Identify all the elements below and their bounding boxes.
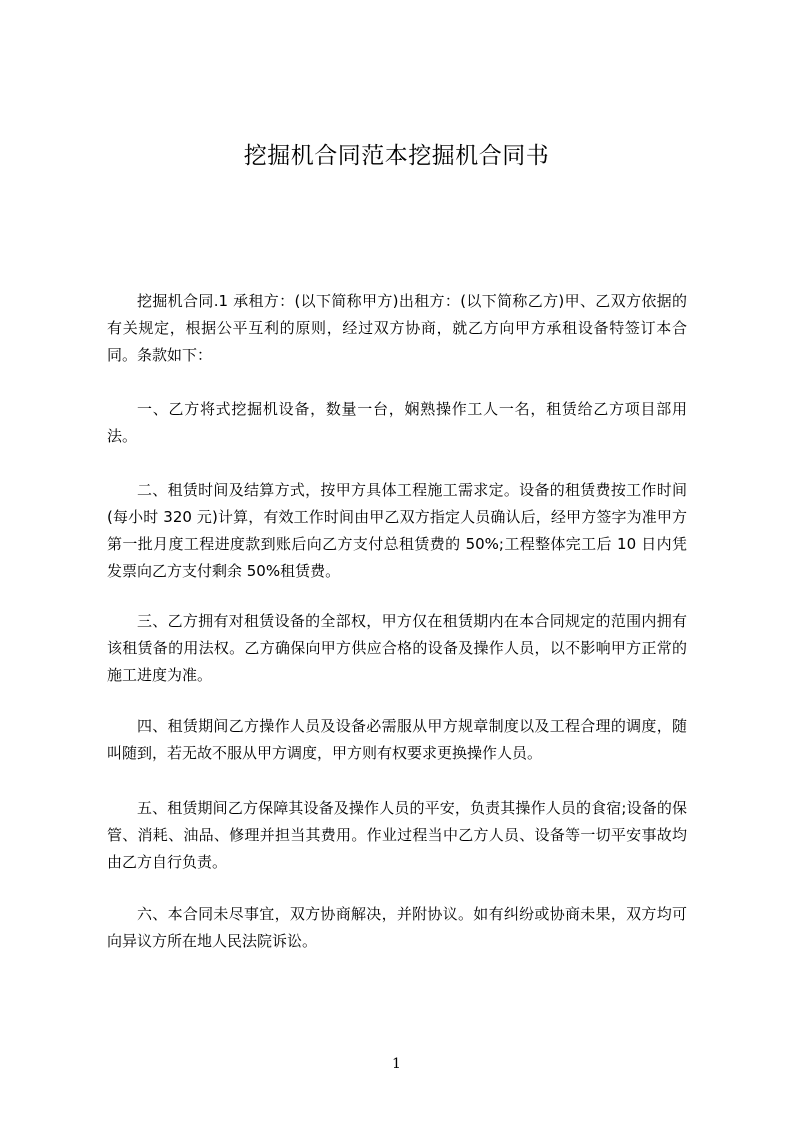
clause-2-paragraph: 二、租赁时间及结算方式，按甲方具体工程施工需求定。设备的租赁费按工作时间(每小时 320 元)计算，有效工作时间由甲乙双方指定人员确认后，经甲方签字为准甲方第一批月度工程进度款到账后向乙方支付总租赁费的 50%;工程整体完工后 10 日内凭发票向乙方支付剩余 50%租赁费。: [107, 481, 687, 580]
page-number: 1: [392, 1056, 401, 1072]
clause-5-paragraph: 五、租赁期间乙方保障其设备及操作人员的平安，负责其操作人员的食宿;设备的保管、消耗、油品、修理并担当其费用。作业过程当中乙方人员、设备等一切平安事故均由乙方自行负责。: [107, 799, 687, 871]
clause-6-paragraph: 六、本合同未尽事宜，双方协商解决，并附协议。如有纠纷或协商未果，双方均可向异议方所在地人民法院诉讼。: [107, 905, 687, 950]
clause-3-paragraph: 三、乙方拥有对租赁设备的全部权，甲方仅在租赁期内在本合同规定的范围内拥有该租赁备的用法权。乙方确保向甲方供应合格的设备及操作人员，以不影响甲方正常的施工进度为准。: [107, 612, 687, 684]
clause-4-paragraph: 四、租赁期间乙方操作人员及设备必需服从甲方规章制度以及工程合理的调度，随叫随到，若无故不服从甲方调度，甲方则有权要求更换操作人员。: [107, 717, 687, 762]
intro-paragraph: 挖掘机合同.1 承租方：(以下简称甲方)出租方：(以下简称乙方)甲、乙双方依据的有关规定，根据公平互利的原则，经过双方协商，就乙方向甲方承租设备特签订本合同。条款如下：: [107, 292, 687, 364]
clause-1-paragraph: 一、乙方将式挖掘机设备，数量一台，娴熟操作工人一名，租赁给乙方项目部用法。: [107, 400, 687, 445]
document-title: 挖掘机合同范本挖掘机合同书: [243, 143, 550, 169]
